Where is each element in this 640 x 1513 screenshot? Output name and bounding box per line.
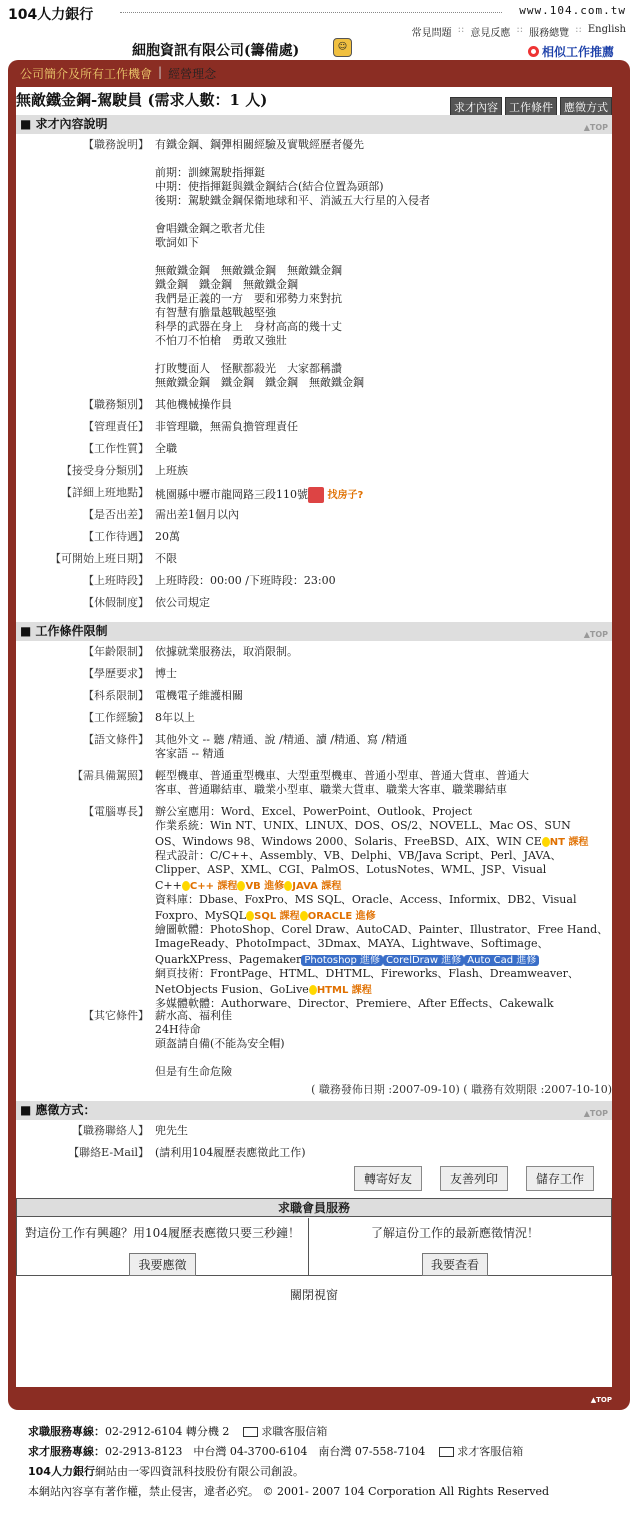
top-icon[interactable]: ▲TOP — [583, 1109, 608, 1118]
field-row — [16, 596, 612, 610]
field-label: 【年齡限制】 — [83, 645, 149, 658]
status-panel: 了解這份工作的最新應徵情況！ 我要查看 — [309, 1218, 601, 1276]
field-label: 【管理責任】 — [83, 420, 149, 433]
top-icon[interactable]: ▲TOP — [590, 1396, 612, 1404]
field-value: 輕型機車、普通重型機車、大型重型機車、普通小型車、普通大貨車、普通大 客車、普通聯結車、職業小型車、職業大貨車、職業大客車、職業聯結車 — [155, 769, 529, 796]
link-services[interactable]: 服務總覽 — [529, 28, 570, 39]
find-house-link[interactable]: 找房子? — [324, 490, 364, 501]
company-tabs: 公司簡介及所有工作機會 | 經營理念 — [20, 65, 217, 81]
mail-icon — [243, 1427, 258, 1437]
section-jump-buttons — [450, 97, 612, 117]
jump-conditions-button[interactable]: 工作條件 — [505, 97, 557, 117]
field-label: 【工作待遇】 — [83, 530, 149, 543]
field-label: 【詳細上班地點】 — [61, 486, 149, 499]
field-label: 【可開始上班日期】 — [50, 552, 149, 565]
close-window-link[interactable]: 關閉視窗 — [289, 1288, 338, 1302]
field-value: 全職 — [155, 442, 177, 455]
field-value: 博士 — [155, 667, 177, 680]
bulb-icon — [542, 837, 550, 847]
ring-icon — [528, 46, 539, 57]
field-value: 非管理職，無需負擔管理責任 — [155, 420, 298, 433]
field-row — [16, 1146, 612, 1160]
top-links: 常見問題 :: 意見反應 :: 服務總覽 :: English — [411, 24, 626, 39]
bulb-icon — [309, 985, 317, 995]
member-services — [16, 1198, 612, 1276]
field-row — [16, 769, 612, 797]
field-label: 【需具備駕照】 — [72, 769, 149, 782]
company-name[interactable]: 細胞資訊有限公司(籌備處) — [132, 43, 300, 59]
field-label: 【聯絡E-Mail】 — [68, 1146, 149, 1159]
section-job-content: ■ 求才內容說明 ▲TOP — [16, 115, 612, 134]
field-row — [16, 486, 612, 503]
field-value: 其他外文 -- 聽 /精通、說 /精通、讀 /精通、寫 /精通 客家語 -- 精通 — [155, 733, 408, 760]
field-row — [16, 711, 612, 725]
field-value: 上班族 — [155, 464, 188, 477]
bulb-icon — [246, 911, 254, 921]
field-value: 電機電子維護相關 — [155, 689, 243, 702]
header-divider — [120, 12, 502, 13]
field-row — [16, 805, 612, 1011]
field-row — [16, 645, 612, 659]
field-value: 有鐵金鋼、鋼彈相關經驗及實戰經歷者優先 前期：訓練駕駛指揮鋌 中期：使指揮鋌與鐵金鋼結合(結合位置為頭部) 後期：駕駛鐵金鋼保衛地球和平、消滅五大行星的入侵者 會唱鐵金鋼之歌者尤佳 歌詞如下 無敵鐵金鋼 無敵鐵金鋼 無敵鐵金鋼 鐵金鋼 鐵金鋼 無敵鐵金鋼 我們是正義的一方 要和邪勢力來對抗 有智慧有膽量越戰越堅強 科學的武器在身上 身材高高的幾十丈 不怕刀不怕槍 勇敢又強壯 打敗雙面人 怪獸都殺光 大家都稱讚 無敵鐵金鋼 鐵金鋼 鐵金鋼 無敵鐵金鋼 — [155, 138, 430, 389]
field-value: 需出差1個月以內 — [155, 508, 239, 521]
field-value: 依公司規定 — [155, 596, 210, 609]
link-feedback[interactable]: 意見反應 — [470, 28, 511, 39]
field-row — [16, 464, 612, 478]
field-label: 【接受身分類別】 — [61, 464, 149, 477]
apply-panel: 對這份工作有興趣？用104履歷表應徵只要三秒鐘！ 我要應徵 — [17, 1218, 309, 1276]
field-row — [16, 508, 612, 522]
field-value: 不限 — [155, 552, 177, 565]
job-title: 無敵鐵金鋼-駕駛員 (需求人數：1 人) — [16, 91, 268, 109]
course-link[interactable]: NT 課程 — [549, 837, 589, 848]
field-row — [16, 398, 612, 412]
field-label: 【電腦專長】 — [83, 805, 149, 818]
field-value: 桃園縣中壢市龍岡路三段110號 找房子? — [155, 488, 364, 501]
field-label: 【休假制度】 — [83, 596, 149, 609]
print-button[interactable]: 友善列印 — [440, 1166, 508, 1191]
field-row — [16, 442, 612, 456]
field-row — [16, 530, 612, 544]
link-english[interactable]: English — [587, 24, 626, 35]
apply-button[interactable]: 我要應徵 — [129, 1253, 195, 1276]
field-label: 【是否出差】 — [83, 508, 149, 521]
footer: 求職服務專線：02-2912-6104 轉分機 2 求職客服信箱 求才服務專線：02-2913-8123 中台灣 04-3700-6104 南台灣 07-558-7104 求才客服信箱 104人力銀行網站由一零四資訊科技股份有限公司創設。 本網站內容享有著作權，禁止侵害，違者必究。 © 2001- 2007 104 Corporation All Rights Reserved — [28, 1422, 628, 1502]
field-value: 辦公室應用：Word、Excel、PowerPoint、Outlook、Project 作業系統：Win NT、UNIX、LINUX、DOS、OS/2、NOVELL、Mac OS、SUN OS、Windows 98、Windows 2000、Solaris、FreeBSD、AIX、WIN CE NT 課程 程式設計：C/C++、Assembly、VB、Delphi、VB/Java Script、Perl、JAVA、 Clipper、ASP、XML、CGI、PalmOS、LotusNotes、WML、JSP、Visual C++ C++ 課程 VB 進修 JAVA 課程 資料庫：Dbase、FoxPro、MS SQL、Oracle、Access、Informix、DB2、Visual Foxpro、MySQL SQL 課程 ORACLE 進修 繪圖軟體：PhotoShop、Corel Draw、AutoCAD、Painter、Illustrator、Free Hand、 ImageReady、PhotoImpact、3Dmax、MAYA、Lightwave、Softimage、 QuarkXPress、Pagemaker Photoshop 進修 CorelDraw 進修 Auto Cad 進修 網頁技術：FrontPage、HTML、DHTML、Fireworks、Flash、Dreamweaver、 NetObjects Fusion、GoLive HTML 課程 多媒體軟體：Authorware、Director、Premiere、After Effects、Cakewalk — [155, 805, 609, 1010]
house-icon[interactable] — [308, 487, 324, 503]
field-row — [16, 733, 612, 761]
link-faq[interactable]: 常見問題 — [411, 28, 452, 39]
section-job-conditions: ■ 工作條件限制 ▲TOP — [16, 622, 612, 641]
field-label: 【語文條件】 — [83, 733, 149, 746]
field-label: 【工作經驗】 — [83, 711, 149, 724]
field-label: 【職務類別】 — [83, 398, 149, 411]
field-label: 【工作性質】 — [83, 442, 149, 455]
section-apply: ■ 應徵方式： ▲TOP — [16, 1101, 612, 1120]
site-logo[interactable]: 104人力銀行 — [8, 7, 94, 23]
field-value: 依據就業服務法，取消限制。 — [155, 645, 298, 658]
forward-button[interactable]: 轉寄好友 — [354, 1166, 422, 1191]
site-url: www.104.com.tw — [519, 4, 626, 17]
field-label: 【職務說明】 — [83, 138, 149, 151]
field-label: 【學歷要求】 — [83, 667, 149, 680]
similar-jobs-link[interactable]: 相似工作推薦 — [528, 43, 614, 60]
top-icon[interactable]: ▲TOP — [583, 123, 608, 132]
bulb-icon — [182, 881, 190, 891]
job-seeker-mail-link[interactable]: 求職客服信箱 — [261, 1425, 328, 1438]
course-link[interactable]: SQL 課程 — [254, 911, 300, 922]
course-link[interactable]: JAVA 課程 — [292, 881, 342, 892]
mail-icon — [439, 1447, 454, 1457]
field-row — [16, 667, 612, 681]
field-row — [16, 689, 612, 703]
action-buttons — [354, 1166, 594, 1191]
field-label: 【上班時段】 — [83, 574, 149, 587]
post-dates: ( 職務發佈日期 :2007-09-10) ( 職務有效期限 :2007-10-10) — [311, 1083, 612, 1096]
course-link[interactable]: Photoshop 進修 — [301, 955, 383, 966]
job-content — [16, 87, 612, 1387]
copyright: 本網站內容享有著作權，禁止侵害，違者必究。 © 2001- 2007 104 Corporation All Rights Reserved — [28, 1485, 550, 1498]
top-header — [0, 0, 640, 60]
jump-apply-button[interactable]: 應徵方式 — [560, 97, 612, 117]
tab-company-jobs[interactable]: 公司簡介及所有工作機會 — [20, 67, 153, 81]
course-link[interactable]: CorelDraw 進修 — [383, 955, 464, 966]
field-value: 薪水高、福利佳 24H待命 頭盔請自備(不能為安全帽) 但是有生命危險 — [155, 1009, 285, 1078]
course-link[interactable]: C++ 課程 — [189, 881, 238, 892]
field-value: 其他機械操作員 — [155, 398, 232, 411]
field-value: 20萬 — [155, 530, 180, 543]
field-row — [16, 138, 612, 390]
field-label: 【其它條件】 — [83, 1009, 149, 1022]
field-value: 上班時段：00:00 /下班時段：23:00 — [155, 574, 336, 587]
member-title: 求職會員服務 — [17, 1199, 611, 1217]
field-value: (請利用104履歷表應徵此工作) — [155, 1146, 306, 1159]
top-icon[interactable]: ▲TOP — [583, 630, 608, 639]
course-link[interactable]: HTML 課程 — [316, 985, 372, 996]
course-link[interactable]: VB 進修 — [245, 881, 285, 892]
field-label: 【科系限制】 — [83, 689, 149, 702]
field-value: 兜先生 — [155, 1124, 188, 1137]
bulb-icon — [300, 911, 308, 921]
save-button[interactable]: 儲存工作 — [526, 1166, 594, 1191]
field-row — [16, 420, 612, 434]
employer-mail-link[interactable]: 求才客服信箱 — [457, 1445, 524, 1458]
field-value: 8年以上 — [155, 711, 195, 724]
field-label: 【職務聯絡人】 — [72, 1124, 149, 1137]
field-row — [16, 574, 612, 588]
company-badge-icon[interactable]: ☺ — [333, 38, 352, 57]
course-link[interactable]: Auto Cad 進修 — [464, 955, 539, 966]
field-row — [16, 552, 612, 566]
view-button[interactable]: 我要查看 — [422, 1253, 488, 1276]
field-row — [16, 1124, 612, 1138]
tab-philosophy[interactable]: 經營理念 — [168, 67, 217, 81]
field-row — [16, 1009, 612, 1079]
course-link[interactable]: ORACLE 進修 — [307, 911, 376, 922]
jump-content-button[interactable]: 求才內容 — [450, 97, 502, 117]
